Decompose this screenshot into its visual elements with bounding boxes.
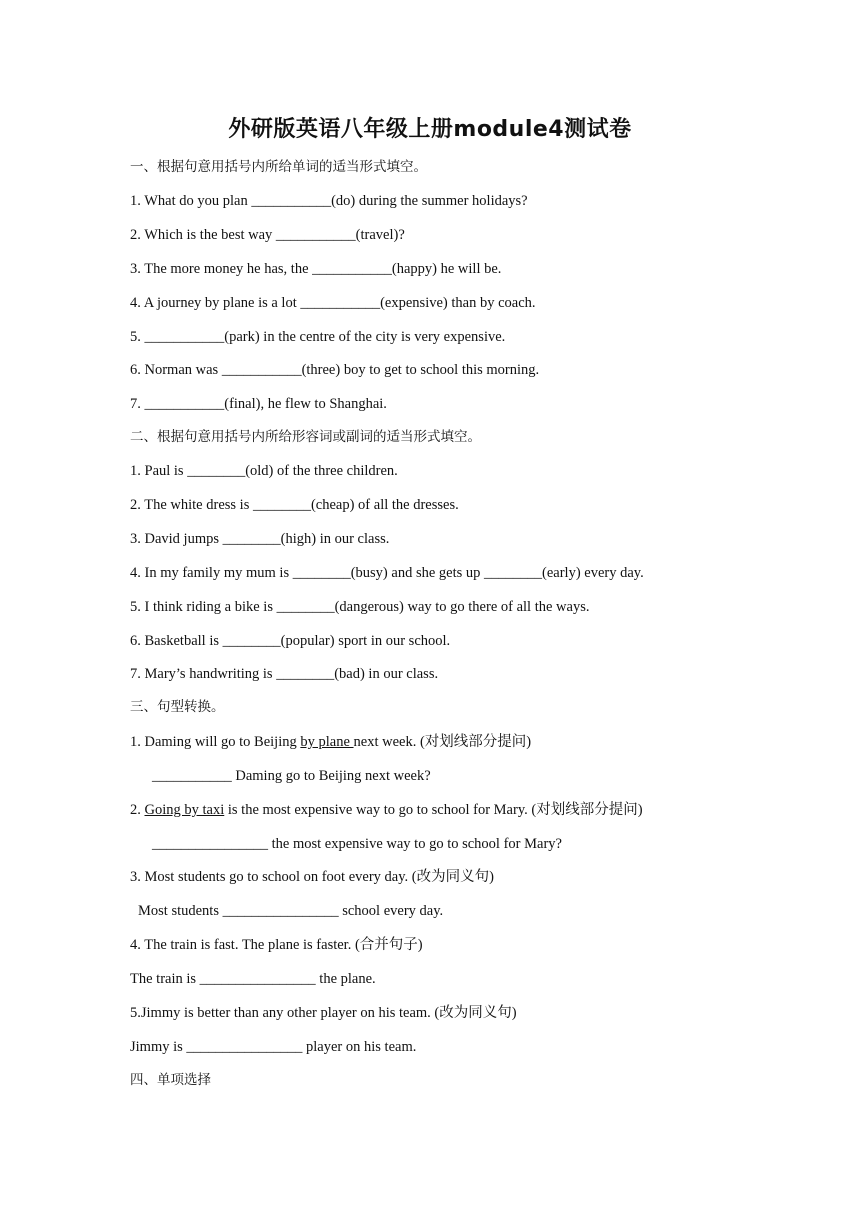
section-3-question-3: 3. Most students go to school on foot every day. (改为同义句)	[130, 869, 494, 885]
section-1-heading: 一、根据句意用括号内所给单词的适当形式填空。	[130, 159, 427, 175]
section-3-question-4: 4. The train is fast. The plane is faster. (合并句子)	[130, 937, 423, 953]
section-1-item-5: 5. ___________(park) in the centre of the city is very expensive.	[130, 329, 506, 345]
section-4-heading: 四、单项选择	[130, 1072, 211, 1088]
section-3-answer-2: ________________ the most expensive way to go to school for Mary?	[152, 836, 562, 852]
page-title: 外研版英语八年级上册module4测试卷	[228, 117, 632, 142]
section-2-item-6: 6. Basketball is ________(popular) sport in our school.	[130, 633, 451, 649]
section-2-item-4: 4. In my family my mum is ________(busy) and she gets up ________(early) every day.	[130, 565, 644, 581]
section-3-answer-4: The train is ________________ the plane.	[130, 971, 376, 987]
section-2-item-3: 3. David jumps ________(high) in our class.	[130, 531, 390, 547]
section-1-item-2: 2. Which is the best way ___________(travel)?	[130, 227, 405, 243]
section-3-question-2	[130, 801, 643, 819]
question-2-number: 2.	[130, 802, 145, 818]
section-2-item-5: 5. I think riding a bike is ________(dangerous) way to go there of all the ways.	[130, 599, 590, 615]
section-1-item-1: 1. What do you plan ___________(do) during the summer holidays?	[130, 193, 528, 209]
section-3-question-1	[130, 733, 531, 751]
section-2-item-1: 1. Paul is ________(old) of the three children.	[130, 463, 398, 479]
question-2-underlined: Going by taxi	[144, 802, 225, 818]
question-1-text-a: 1. Daming will go to Beijing	[130, 734, 301, 750]
section-3-answer-5: Jimmy is ________________ player on his team.	[130, 1039, 417, 1055]
section-1-item-7: 7. ___________(final), he flew to Shanghai.	[130, 396, 387, 412]
section-3-heading: 三、句型转换。	[130, 699, 225, 715]
section-1-item-6: 6. Norman was ___________(three) boy to get to school this morning.	[130, 362, 540, 378]
question-2-text: is the most expensive way to go to school for Mary. (对划线部分提问)	[224, 802, 643, 818]
section-2-item-2: 2. The white dress is ________(cheap) of all the dresses.	[130, 497, 459, 513]
section-2-heading: 二、根据句意用括号内所给形容词或副词的适当形式填空。	[130, 429, 481, 445]
section-1-item-3: 3. The more money he has, the ___________(happy) he will be.	[130, 261, 502, 277]
question-1-underlined: by plane	[300, 734, 354, 750]
section-3-question-5: 5.Jimmy is better than any other player on his team. (改为同义句)	[130, 1005, 517, 1021]
section-2-item-7: 7. Mary’s handwriting is ________(bad) in our class.	[130, 666, 439, 682]
section-1-item-4: 4. A journey by plane is a lot ___________(expensive) than by coach.	[130, 295, 536, 311]
section-3-answer-3: Most students ________________ school every day.	[138, 903, 444, 919]
section-3-answer-1: ___________ Daming go to Beijing next week?	[152, 768, 431, 784]
question-1-text-b: next week. (对划线部分提问)	[353, 734, 532, 750]
